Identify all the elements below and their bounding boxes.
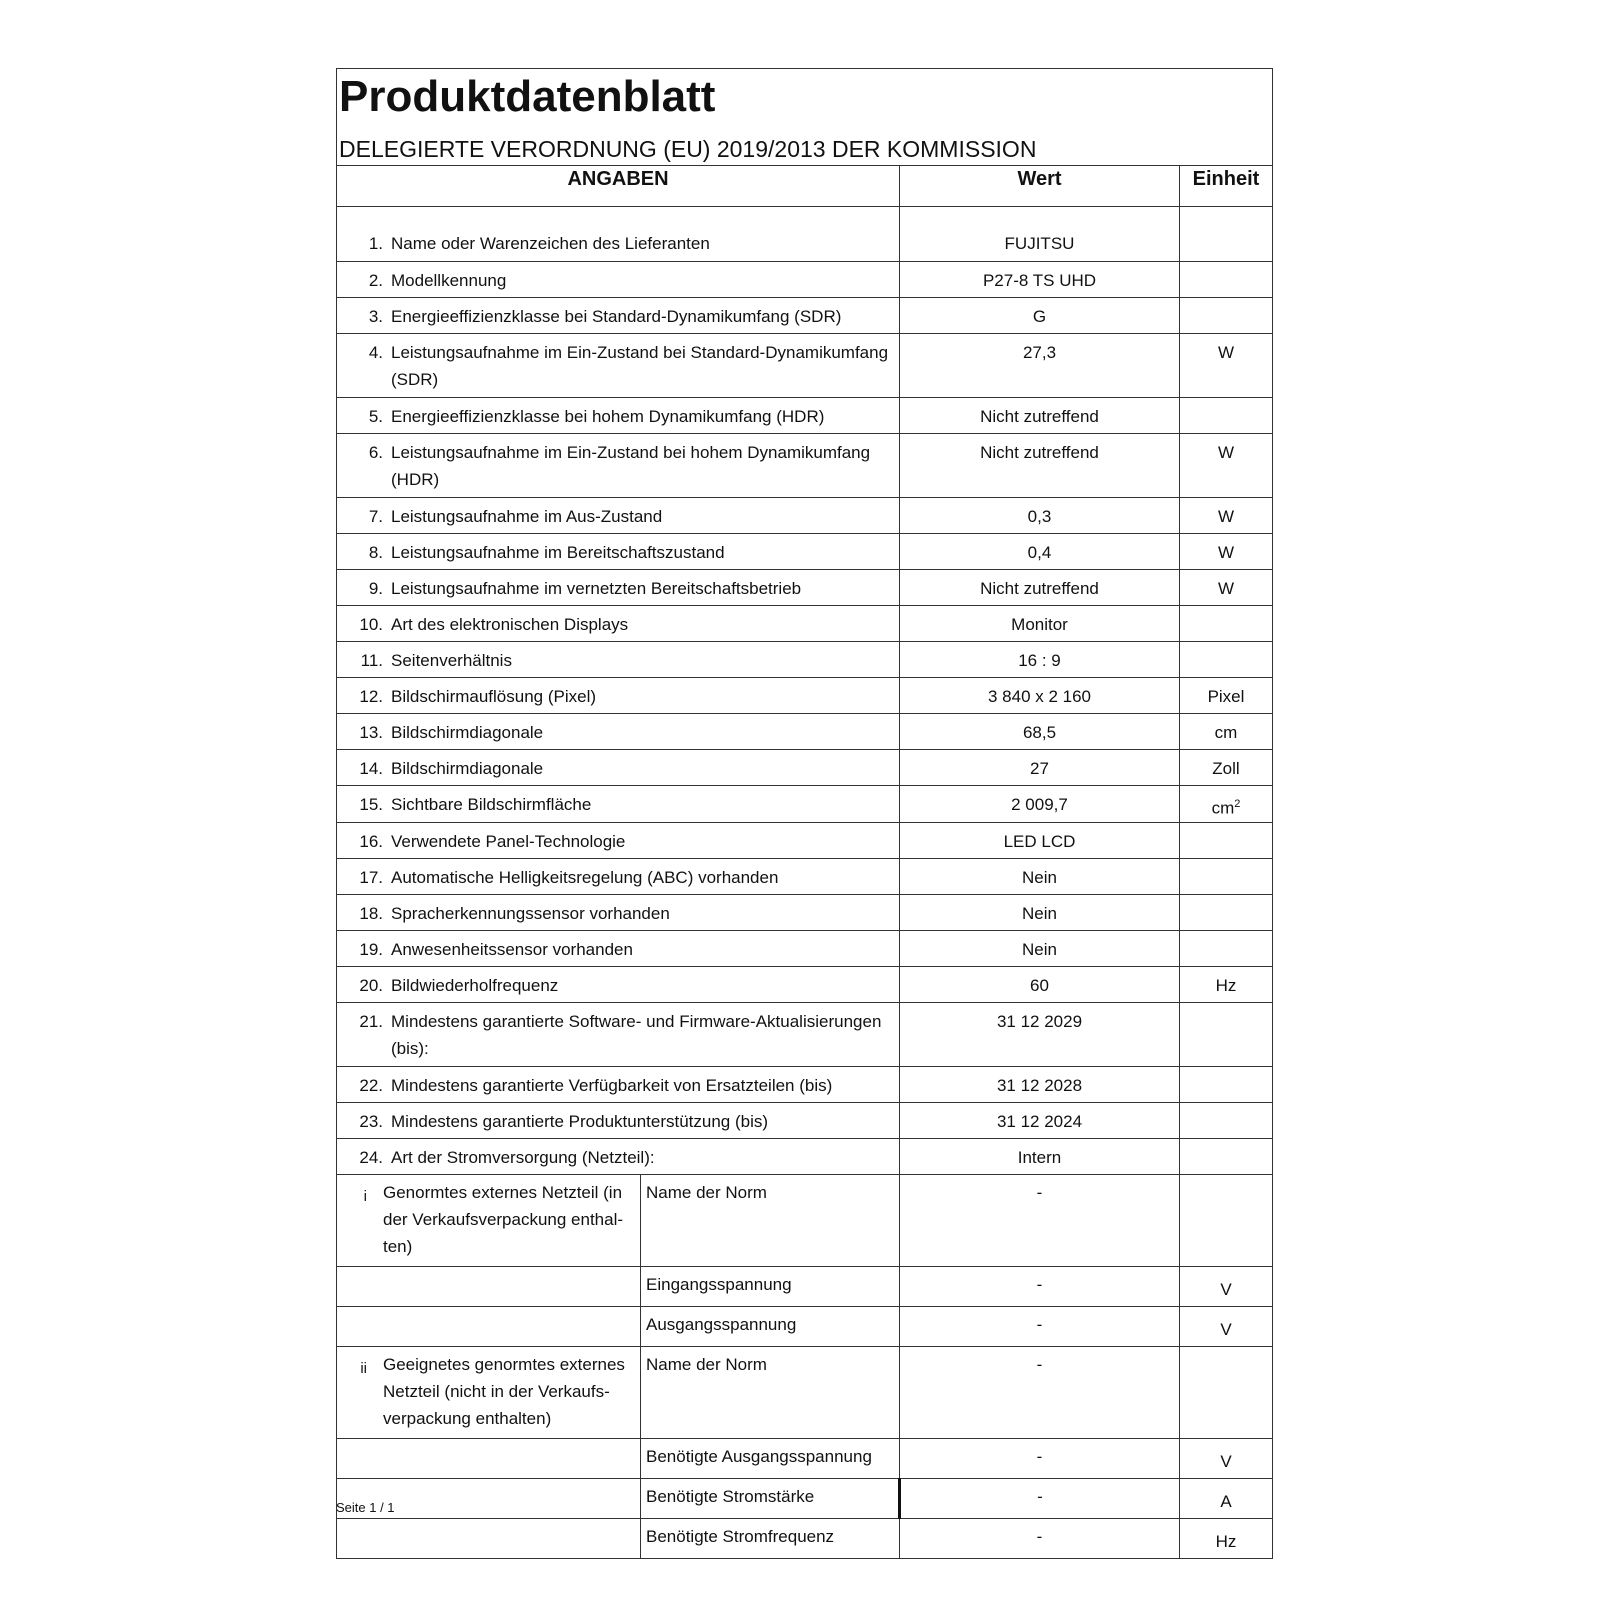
row-number: 13. [359, 723, 383, 742]
row-description [337, 894, 900, 930]
row-description [337, 1138, 900, 1174]
psu-group-description [337, 1346, 641, 1438]
psu-item-label: Name der Norm [641, 1346, 900, 1438]
psu-item-unit: V [1180, 1306, 1273, 1346]
psu-item-unit: V [1180, 1438, 1273, 1478]
row-number: 21. [359, 1011, 383, 1031]
row-unit-cell [1180, 1002, 1273, 1066]
row-description [337, 930, 900, 966]
psu-item-value: - [900, 1478, 1180, 1518]
row-label: Modellkennung [391, 271, 507, 290]
row-description [337, 207, 900, 262]
row-unit: Hz [1215, 975, 1237, 995]
row-description [337, 262, 900, 298]
header-angaben: ANGABEN [337, 166, 900, 207]
row-description [337, 966, 900, 1002]
row-label: Energieeffizienzklasse bei Standard-Dynamikumfang (SDR) [391, 307, 842, 326]
psu-item-label: Benötigte Stromfrequenz [641, 1518, 900, 1558]
psu-item-unit [1180, 1346, 1273, 1438]
row-description [337, 334, 900, 398]
unit-superscript: 2 [1234, 798, 1241, 810]
row-number: 6. [368, 443, 383, 462]
table-row [337, 606, 1273, 642]
psu-row [337, 1174, 1273, 1266]
row-value: Monitor [900, 606, 1180, 642]
row-value: 16 : 9 [900, 642, 1180, 678]
row-number: 2. [368, 271, 383, 290]
row-unit-cell [1180, 398, 1273, 434]
row-label: Energieeffizienzklasse bei hohem Dynamikumfang (HDR) [391, 407, 825, 426]
row-label: Leistungsaufnahme im vernetzten Bereitschaftsbetrieb [391, 579, 802, 598]
psu-empty-cell [337, 1266, 641, 1306]
row-value: 27 [900, 750, 1180, 786]
row-number: 5. [368, 407, 383, 426]
table-row [337, 642, 1273, 678]
row-description [337, 678, 900, 714]
row-unit-cell [1180, 678, 1273, 714]
row-description [337, 1002, 900, 1066]
row-number: 1. [368, 234, 383, 253]
row-unit-cell [1180, 642, 1273, 678]
row-label: Seitenverhältnis [391, 651, 512, 670]
table-row [337, 334, 1273, 398]
table-row [337, 1102, 1273, 1138]
table-row [337, 858, 1273, 894]
row-unit-cell [1180, 334, 1273, 398]
row-number: 17. [359, 867, 383, 887]
table-row [337, 298, 1273, 334]
psu-item-label: Benötigte Ausgangsspannung [641, 1438, 900, 1478]
row-label: Mindestens garantierte Software- und Firmware-Aktualisierungen (bis): [391, 1011, 882, 1058]
row-value: 60 [900, 966, 1180, 1002]
row-description [337, 498, 900, 534]
row-value: P27-8 TS UHD [900, 262, 1180, 298]
psu-row [337, 1518, 1273, 1558]
datasheet-table [336, 68, 1273, 1559]
title-cell [337, 69, 1273, 166]
row-number: 24. [359, 1147, 383, 1167]
row-description [337, 298, 900, 334]
regulation-subtitle: DELEGIERTE VERORDNUNG (EU) 2019/2013 DER KOMMISSION [339, 136, 1037, 162]
row-label: Anwesenheitssensor vorhanden [391, 939, 633, 959]
row-label: Verwendete Panel-Technologie [391, 831, 626, 851]
row-description [337, 398, 900, 434]
row-number: 15. [359, 795, 383, 814]
row-unit: W [1217, 343, 1235, 362]
datasheet [336, 68, 1272, 1559]
row-unit-cell [1180, 1066, 1273, 1102]
row-value: Nein [900, 894, 1180, 930]
table-row [337, 534, 1273, 570]
row-number: 22. [359, 1075, 383, 1095]
table-row [337, 714, 1273, 750]
row-number: 8. [368, 543, 383, 562]
row-label: Bildwiederholfrequenz [391, 975, 559, 995]
row-unit-cell [1180, 262, 1273, 298]
table-row [337, 822, 1273, 858]
row-label: Leistungsaufnahme im Ein-Zustand bei hohem Dynamikumfang (HDR) [391, 443, 871, 489]
row-value: Intern [900, 1138, 1180, 1174]
page-title: Produktdatenblatt [339, 72, 716, 121]
row-unit-cell [1180, 534, 1273, 570]
row-label: Bildschirmdiagonale [391, 723, 544, 742]
row-value: 27,3 [900, 334, 1180, 398]
row-label: Leistungsaufnahme im Ein-Zustand bei Standard-Dynamikumfang (SDR) [391, 343, 889, 389]
psu-item-value: - [900, 1438, 1180, 1478]
table-row [337, 262, 1273, 298]
row-description [337, 534, 900, 570]
row-unit-cell [1180, 606, 1273, 642]
psu-item-label: Benötigte Stromstärke [641, 1478, 900, 1518]
row-value: FUJITSU [900, 207, 1180, 262]
page-footer: Seite 1 / 1 [336, 1500, 395, 1515]
psu-row [337, 1306, 1273, 1346]
row-number: 20. [359, 975, 383, 995]
row-number: 16. [359, 831, 383, 851]
row-number: 9. [368, 579, 383, 598]
psu-row [337, 1346, 1273, 1438]
psu-item-value: - [900, 1518, 1180, 1558]
row-label: Mindestens garantierte Produktunterstützung (bis) [391, 1111, 769, 1131]
row-value: 68,5 [900, 714, 1180, 750]
row-value: 2 009,7 [900, 786, 1180, 823]
row-value: Nein [900, 858, 1180, 894]
row-number: 11. [360, 651, 383, 670]
row-label: Art des elektronischen Displays [391, 615, 629, 634]
row-unit: cm [1211, 798, 1235, 818]
row-number: 12. [359, 687, 383, 706]
row-value: Nicht zutreffend [900, 434, 1180, 498]
psu-item-label: Ausgangsspannung [641, 1306, 900, 1346]
row-unit: W [1217, 443, 1235, 462]
row-number: 23. [359, 1111, 383, 1131]
psu-item-value: - [900, 1266, 1180, 1306]
row-unit: W [1217, 543, 1235, 562]
psu-group-number: i [363, 1187, 367, 1205]
row-unit-cell [1180, 570, 1273, 606]
row-description [337, 714, 900, 750]
row-value: 3 840 x 2 160 [900, 678, 1180, 714]
row-label: Mindestens garantierte Verfügbarkeit von Ersatzteilen (bis) [391, 1075, 833, 1095]
row-value: Nicht zutreffend [900, 570, 1180, 606]
row-unit: Pixel [1207, 687, 1245, 706]
row-unit-cell [1180, 858, 1273, 894]
row-number: 19. [359, 939, 383, 959]
table-row [337, 1138, 1273, 1174]
row-unit-cell [1180, 894, 1273, 930]
row-description [337, 642, 900, 678]
psu-item-label: Eingangsspannung [641, 1266, 900, 1306]
row-number: 7. [368, 507, 383, 526]
psu-row [337, 1478, 1273, 1518]
row-label: Bildschirmauflösung (Pixel) [391, 687, 597, 706]
row-description [337, 750, 900, 786]
header-wert: Wert [900, 166, 1180, 207]
table-row [337, 894, 1273, 930]
row-description [337, 1102, 900, 1138]
row-value: Nein [900, 930, 1180, 966]
row-unit-cell [1180, 786, 1273, 823]
row-description [337, 822, 900, 858]
row-unit-cell [1180, 714, 1273, 750]
row-value: 0,4 [900, 534, 1180, 570]
row-value: 31 12 2029 [900, 1002, 1180, 1066]
row-number: 3. [368, 307, 383, 326]
row-unit: W [1217, 579, 1235, 598]
row-description [337, 858, 900, 894]
row-number: 18. [359, 903, 383, 923]
row-unit-cell [1180, 207, 1273, 262]
row-number: 4. [368, 343, 383, 362]
table-row [337, 1066, 1273, 1102]
row-unit: Zoll [1212, 759, 1240, 778]
row-label: Leistungsaufnahme im Bereitschaftszustand [391, 543, 725, 562]
row-value: Nicht zutreffend [900, 398, 1180, 434]
row-unit-cell [1180, 966, 1273, 1002]
row-label: Sichtbare Bildschirmfläche [391, 795, 592, 814]
row-value: G [900, 298, 1180, 334]
row-unit-cell [1180, 750, 1273, 786]
header-einheit: Einheit [1180, 166, 1273, 207]
psu-item-value: - [900, 1174, 1180, 1266]
row-unit-cell [1180, 298, 1273, 334]
psu-row [337, 1266, 1273, 1306]
row-unit-cell [1180, 930, 1273, 966]
row-unit-cell [1180, 822, 1273, 858]
psu-item-value: - [900, 1346, 1180, 1438]
row-unit-cell [1180, 498, 1273, 534]
row-value: 31 12 2028 [900, 1066, 1180, 1102]
row-value: 31 12 2024 [900, 1102, 1180, 1138]
row-label: Leistungsaufnahme im Aus-Zustand [391, 507, 663, 526]
row-value: LED LCD [900, 822, 1180, 858]
row-unit: cm [1214, 723, 1238, 742]
row-label: Art der Stromversorgung (Netzteil): [391, 1147, 655, 1167]
psu-item-unit: Hz [1180, 1518, 1273, 1558]
psu-group-label: Genormtes externes Netzteil (in der Verkaufsverpackung enthal-ten) [383, 1182, 624, 1256]
row-description [337, 434, 900, 498]
table-row [337, 398, 1273, 434]
psu-group-description [337, 1174, 641, 1266]
row-unit-cell [1180, 1102, 1273, 1138]
table-row [337, 678, 1273, 714]
psu-item-unit: V [1180, 1266, 1273, 1306]
row-unit: W [1217, 507, 1235, 526]
psu-empty-cell [337, 1306, 641, 1346]
row-number: 14. [359, 759, 383, 778]
psu-group-number: ii [360, 1359, 367, 1377]
psu-item-unit [1180, 1174, 1273, 1266]
row-unit-cell [1180, 434, 1273, 498]
table-row [337, 207, 1273, 262]
table-row [337, 786, 1273, 823]
table-row [337, 750, 1273, 786]
table-row [337, 498, 1273, 534]
table-row [337, 434, 1273, 498]
table-row [337, 1002, 1273, 1066]
table-row [337, 966, 1273, 1002]
psu-row [337, 1438, 1273, 1478]
psu-group-label: Geeignetes genormtes externes Netzteil (nicht in der Verkaufs-verpackung enthalten) [383, 1354, 625, 1428]
row-label: Spracherkennungssensor vorhanden [391, 903, 670, 923]
row-label: Automatische Helligkeitsregelung (ABC) vorhanden [391, 867, 779, 887]
table-row [337, 930, 1273, 966]
row-description [337, 570, 900, 606]
psu-empty-cell [337, 1438, 641, 1478]
row-description [337, 786, 900, 823]
row-value: 0,3 [900, 498, 1180, 534]
row-label: Bildschirmdiagonale [391, 759, 544, 778]
row-unit-cell [1180, 1138, 1273, 1174]
psu-empty-cell [337, 1518, 641, 1558]
row-number: 10. [359, 615, 383, 634]
psu-item-value: - [900, 1306, 1180, 1346]
psu-item-label: Name der Norm [641, 1174, 900, 1266]
row-label: Name oder Warenzeichen des Lieferanten [391, 234, 710, 253]
table-row [337, 570, 1273, 606]
row-description [337, 1066, 900, 1102]
row-description [337, 606, 900, 642]
psu-item-unit: A [1180, 1478, 1273, 1518]
